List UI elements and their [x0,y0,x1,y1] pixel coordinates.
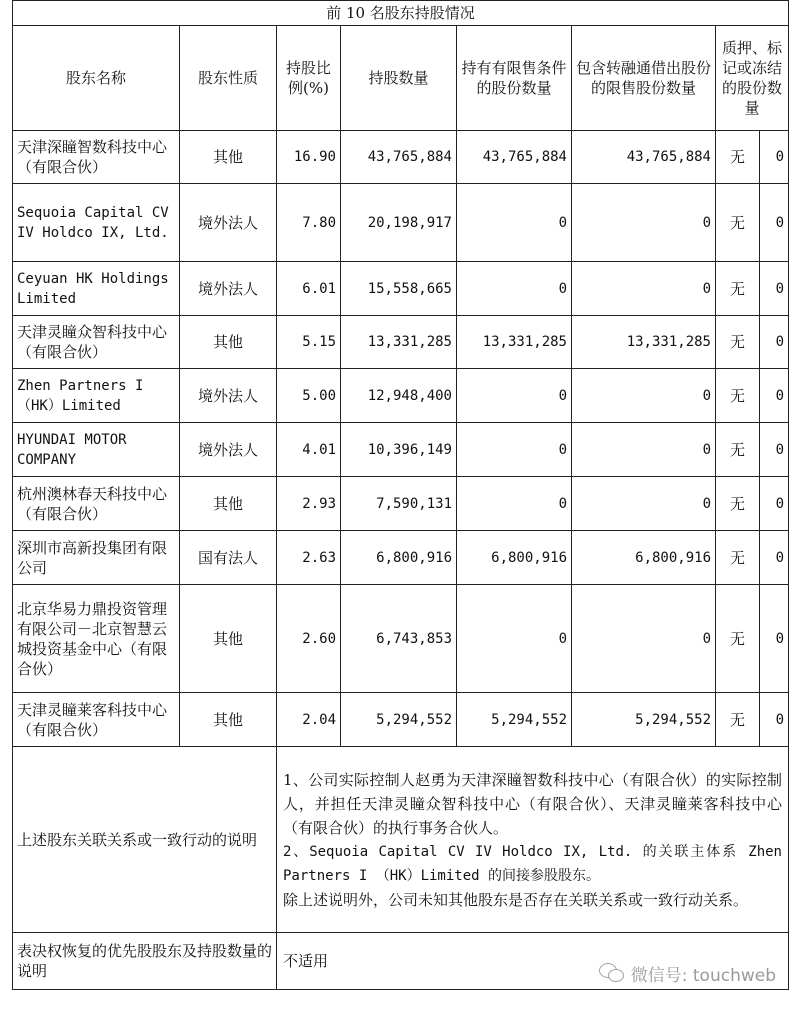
cell-restricted: 0 [457,262,572,316]
cell-ratio: 2.60 [277,585,341,693]
cell-name: 北京华易力鼎投资管理有限公司－北京智慧云城投资基金中心（有限合伙） [13,585,180,693]
cell-pledge-qty: 0 [760,585,789,693]
header-pledge: 质押、标记或冻结的股份数量 [716,26,789,131]
cell-lending: 0 [572,369,716,423]
cell-ratio: 2.63 [277,531,341,585]
cell-restricted: 0 [457,423,572,477]
cell-pledge-status: 无 [716,423,760,477]
cell-lending: 13,331,285 [572,316,716,369]
cell-restricted: 5,294,552 [457,693,572,747]
table-row [13,477,789,531]
cell-lending: 5,294,552 [572,693,716,747]
cell-pledge-qty: 0 [760,477,789,531]
cell-qty: 6,743,853 [341,585,457,693]
cell-nature: 其他 [180,316,277,369]
relation-note-row [13,747,789,933]
header-restricted: 持有有限售条件的股份数量 [457,26,572,131]
shareholder-document [12,0,788,990]
cell-nature: 其他 [180,585,277,693]
cell-name: 天津灵瞳莱客科技中心（有限合伙） [13,693,180,747]
cell-nature: 境外法人 [180,184,277,262]
cell-pledge-qty: 0 [760,693,789,747]
cell-name: 天津灵瞳众智科技中心（有限合伙） [13,316,180,369]
cell-ratio: 2.04 [277,693,341,747]
cell-qty: 10,396,149 [341,423,457,477]
cell-pledge-status: 无 [716,585,760,693]
cell-lending: 0 [572,477,716,531]
cell-name: HYUNDAI MOTOR COMPANY [13,423,180,477]
wechat-watermark [595,960,780,986]
header-ratio: 持股比例(%) [277,26,341,131]
cell-ratio: 4.01 [277,423,341,477]
cell-name: Ceyuan HK Holdings Limited [13,262,180,316]
cell-nature: 境外法人 [180,423,277,477]
cell-pledge-qty: 0 [760,262,789,316]
cell-restricted: 6,800,916 [457,531,572,585]
header-qty: 持股数量 [341,26,457,131]
voting-note-body: 不适用 [277,933,789,990]
cell-nature: 其他 [180,693,277,747]
table-row [13,585,789,693]
table-row [13,131,789,184]
cell-ratio: 7.80 [277,184,341,262]
cell-name: Sequoia Capital CV IV Holdco IX, Ltd. [13,184,180,262]
watermark-text: 微信号: touchweb [630,965,776,986]
cell-nature: 其他 [180,131,277,184]
cell-pledge-qty: 0 [760,316,789,369]
cell-pledge-status: 无 [716,369,760,423]
cell-pledge-qty: 0 [760,531,789,585]
cell-lending: 0 [572,423,716,477]
table-caption: 前 10 名股东持股情况 [13,1,789,26]
cell-name: 杭州澳林春天科技中心（有限合伙） [13,477,180,531]
cell-pledge-status: 无 [716,262,760,316]
relation-note-label: 上述股东关联关系或一致行动的说明 [13,747,277,933]
cell-ratio: 16.90 [277,131,341,184]
cell-qty: 6,800,916 [341,531,457,585]
cell-pledge-status: 无 [716,693,760,747]
cell-ratio: 5.00 [277,369,341,423]
cell-restricted: 0 [457,369,572,423]
relation-note-paragraph: 1、公司实际控制人赵勇为天津深瞳智数科技中心（有限合伙）的实际控制人，并担任天津灵瞳众智科技中心（有限合伙）、天津灵瞳莱客科技中心（有限合伙）的执行事务合伙人。 [283,770,782,837]
cell-restricted: 0 [457,585,572,693]
cell-pledge-qty: 0 [760,184,789,262]
cell-pledge-status: 无 [716,131,760,184]
cell-pledge-qty: 0 [760,423,789,477]
cell-name: 天津深瞳智数科技中心（有限合伙） [13,131,180,184]
cell-restricted: 13,331,285 [457,316,572,369]
relation-note-paragraph: 2、Sequoia Capital CV IV Holdco IX, Ltd. 的关联主体系 Zhen Partners I （HK）Limited 的间接参股股东。 [283,843,782,884]
wechat-icon [599,963,625,983]
cell-nature: 境外法人 [180,262,277,316]
cell-restricted: 0 [457,184,572,262]
table-row [13,369,789,423]
table-row [13,531,789,585]
cell-ratio: 5.15 [277,316,341,369]
caption-row [13,1,789,26]
cell-nature: 国有法人 [180,531,277,585]
cell-lending: 0 [572,585,716,693]
cell-nature: 其他 [180,477,277,531]
cell-nature: 境外法人 [180,369,277,423]
header-nature: 股东性质 [180,26,277,131]
cell-pledge-status: 无 [716,531,760,585]
cell-lending: 6,800,916 [572,531,716,585]
cell-pledge-qty: 0 [760,131,789,184]
cell-name: 深圳市高新投集团有限公司 [13,531,180,585]
cell-qty: 20,198,917 [341,184,457,262]
cell-ratio: 6.01 [277,262,341,316]
table-row [13,184,789,262]
cell-name: Zhen Partners I（HK）Limited [13,369,180,423]
cell-pledge-qty: 0 [760,369,789,423]
cell-qty: 5,294,552 [341,693,457,747]
cell-qty: 43,765,884 [341,131,457,184]
relation-note-body [277,747,789,933]
table-row [13,316,789,369]
cell-qty: 15,558,665 [341,262,457,316]
cell-qty: 12,948,400 [341,369,457,423]
cell-lending: 43,765,884 [572,131,716,184]
cell-pledge-status: 无 [716,316,760,369]
cell-qty: 7,590,131 [341,477,457,531]
header-name: 股东名称 [13,26,180,131]
relation-note-paragraph: 除上述说明外，公司未知其他股东是否存在关联关系或一致行动关系。 [283,890,749,909]
cell-restricted: 43,765,884 [457,131,572,184]
table-row [13,423,789,477]
cell-lending: 0 [572,184,716,262]
cell-ratio: 2.93 [277,477,341,531]
header-lending: 包含转融通借出股份的限售股份数量 [572,26,716,131]
cell-lending: 0 [572,262,716,316]
shareholder-table [12,0,789,990]
cell-pledge-status: 无 [716,184,760,262]
table-row [13,262,789,316]
cell-pledge-status: 无 [716,477,760,531]
header-row [13,26,789,131]
voting-note-label: 表决权恢复的优先股股东及持股数量的说明 [13,933,277,990]
table-row [13,693,789,747]
cell-qty: 13,331,285 [341,316,457,369]
cell-restricted: 0 [457,477,572,531]
